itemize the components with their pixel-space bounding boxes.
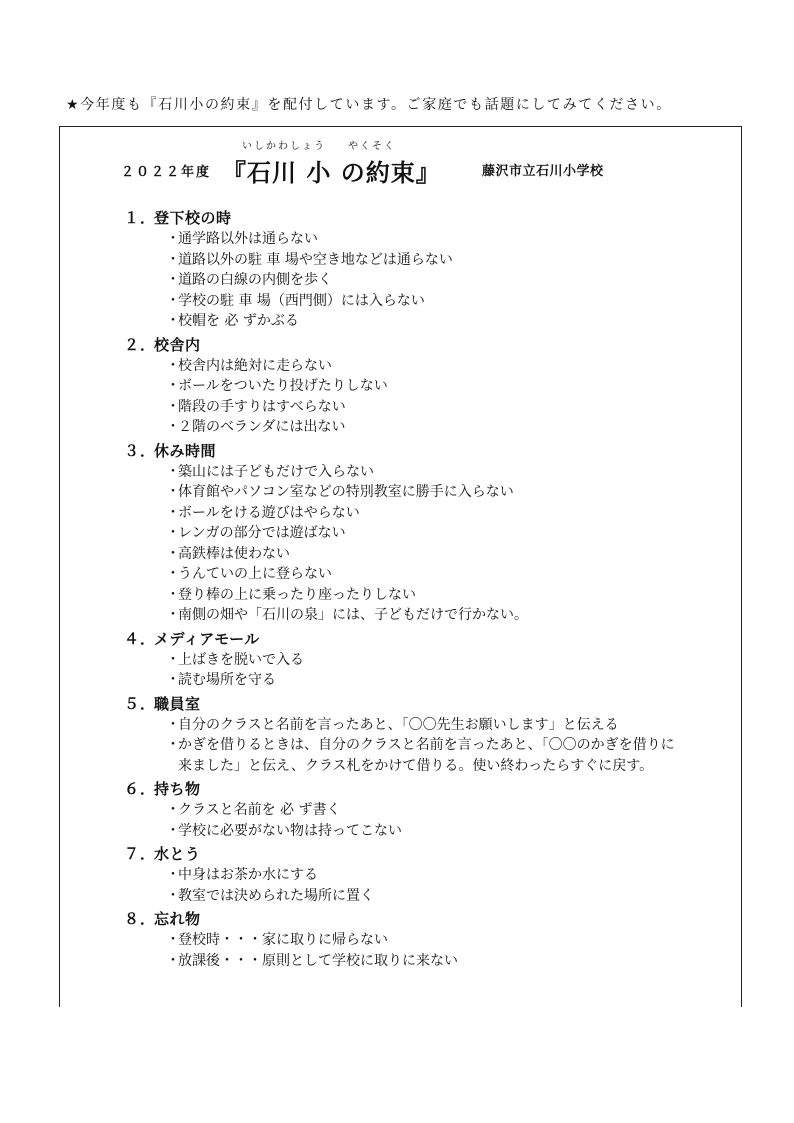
bullet: ・ (166, 504, 180, 521)
rules-frame (59, 126, 742, 1007)
bullet: ・ (166, 672, 180, 688)
item-text: 登り棒の上に乗ったり座ったりしない (178, 586, 416, 603)
title-ruby-yakusoku: やくそく (348, 141, 396, 152)
bullet: ・ (166, 867, 180, 883)
section-title: 忘れ物 (154, 910, 201, 928)
list-item (60, 715, 741, 736)
section-title: 水とう (154, 845, 201, 863)
item-text: 道路の白線の内側を歩く (178, 272, 332, 288)
bullet: ・ (166, 251, 180, 268)
bullet: ・ (166, 566, 180, 582)
title-ruby (222, 137, 482, 153)
section-number: ８． (124, 910, 157, 928)
item-text: 階段の手すりはすべらない (178, 398, 346, 415)
rules-list (60, 205, 741, 971)
bullet: ・ (166, 292, 180, 309)
list-item (60, 605, 741, 626)
section-number: ４． (124, 629, 157, 648)
item-text: 放課後・・・原則として学校に取りに来ない (178, 952, 458, 969)
section-number: ７． (124, 845, 157, 863)
item-text: 道路以外の駐 車 場や空き地などは通らない (178, 251, 453, 268)
title-ruby-ishikawasho: いしかわしょう (242, 141, 326, 152)
item-text: クラスと名前を 必 ず書く (178, 802, 341, 818)
section-7 (60, 841, 741, 906)
list-item (60, 650, 741, 671)
list-item (60, 229, 741, 250)
section-title: メディアモール (154, 629, 260, 648)
list-item (60, 951, 741, 972)
bullet: ・ (166, 737, 180, 753)
item-text: ボールをついたり投げたりしない (178, 378, 388, 394)
list-item (60, 462, 741, 483)
section-3 (60, 438, 741, 626)
bullet: ・ (166, 378, 180, 394)
list-item (60, 270, 741, 291)
bullet: ・ (166, 419, 180, 435)
item-text: 高鉄棒は使わない (178, 545, 290, 562)
section-title: 登下校の時 (154, 209, 232, 227)
bullet: ・ (166, 463, 180, 480)
item-text: 上ばきを脱いで入る (178, 651, 304, 668)
bullet: ・ (166, 357, 180, 374)
page-title: 『石川 小 の約束』 (222, 159, 441, 187)
section-8 (60, 906, 741, 971)
bullet: ・ (166, 586, 180, 603)
list-item (60, 397, 741, 418)
item-text: 中身はお茶か水にする (178, 867, 318, 883)
bullet: ・ (166, 545, 180, 562)
item-text: 学校の駐 車 場（西門側）には入らない (178, 292, 425, 309)
section-title: 職員室 (154, 694, 201, 713)
item-text: 校帽を 必 ずかぶる (178, 313, 299, 329)
bullet: ・ (166, 313, 180, 329)
list-item (60, 800, 741, 821)
section-number: ３． (124, 441, 157, 460)
section-number: ６． (124, 780, 157, 798)
list-item (60, 735, 741, 776)
bullet: ・ (166, 231, 180, 247)
section-title: 校舎内 (154, 335, 201, 354)
section-title: 持ち物 (154, 780, 201, 798)
section-title: 休み時間 (154, 441, 217, 460)
section-5 (60, 691, 741, 777)
list-item (60, 865, 741, 886)
list-item (60, 670, 741, 691)
title-block (222, 137, 482, 188)
bullet: ・ (166, 932, 180, 948)
school-name: 藤沢市立石川小学校 (482, 164, 604, 179)
bullet: ・ (166, 651, 180, 668)
list-item (60, 356, 741, 377)
list-item (60, 930, 741, 951)
list-item (60, 291, 741, 312)
notice-text: ★今年度も『石川小の約束』を配付しています。ご家庭でも話題にしてみてください。 (66, 97, 672, 113)
list-item (60, 523, 741, 544)
list-item (60, 821, 741, 842)
section-6 (60, 776, 741, 841)
section-number: １． (124, 209, 157, 227)
list-item (60, 482, 741, 503)
bullet: ・ (166, 887, 180, 904)
bullet: ・ (166, 716, 180, 733)
bullet: ・ (166, 525, 180, 541)
list-item (60, 585, 741, 606)
bullet: ・ (166, 607, 180, 623)
bullet: ・ (166, 952, 180, 969)
bullet: ・ (166, 802, 180, 818)
list-item (60, 544, 741, 565)
item-text: 通学路以外は通らない (178, 231, 318, 247)
list-item (60, 250, 741, 271)
item-text: 南側の畑や「石川の泉」には、子どもだけで行かない。 (178, 607, 528, 623)
section-2 (60, 332, 741, 438)
list-item (60, 886, 741, 907)
section-number: ２． (124, 335, 157, 354)
item-text: 自分のクラスと名前を言ったあと、「〇〇先生お願いします」と伝える (178, 716, 619, 733)
year-label: ２０２２年度 (121, 165, 212, 180)
item-text: 築山には子どもだけで入らない (178, 463, 374, 480)
item-text: 校舎内は絶対に走らない (178, 357, 332, 374)
item-text: ２階のベランダには出ない (178, 419, 346, 435)
item-text: 体育館やパソコン室などの特別教室に勝手に入らない (178, 484, 514, 500)
item-text: 読む場所を守る (178, 672, 276, 688)
bullet: ・ (166, 484, 180, 500)
rules-header (60, 127, 741, 197)
section-number: ５． (124, 694, 157, 713)
item-text: うんていの上に登らない (178, 566, 332, 582)
item-text: 教室では決められた場所に置く (178, 887, 374, 904)
item-text: 学校に必要がない物は持ってこない (178, 822, 402, 839)
item-text: かぎを借りるときは、自分のクラスと名前を言ったあと、「〇〇のかぎを借りに来ました」と伝え、クラス札をかけて借りる。使い終わったらすぐに戻す。 (178, 737, 675, 774)
bullet: ・ (166, 822, 180, 839)
list-item (60, 417, 741, 438)
item-text: ボールをける遊びはやらない (178, 504, 360, 521)
section-4 (60, 626, 741, 691)
section-1 (60, 205, 741, 332)
item-text: 登校時・・・家に取りに帰らない (178, 932, 388, 948)
item-text: レンガの部分では遊ばない (178, 525, 346, 541)
list-item (60, 503, 741, 524)
list-item (60, 376, 741, 397)
list-item (60, 311, 741, 332)
bullet: ・ (166, 398, 180, 415)
list-item (60, 564, 741, 585)
bullet: ・ (166, 272, 180, 288)
